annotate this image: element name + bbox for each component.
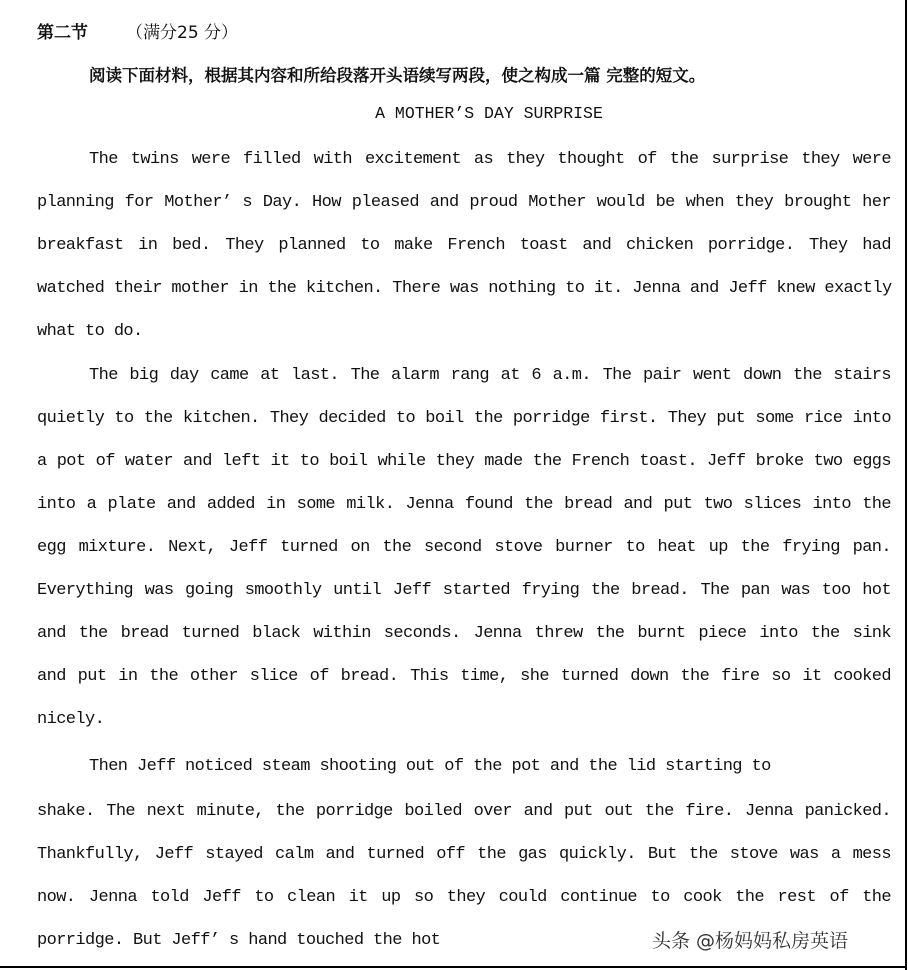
section-score: （满分25 分） bbox=[126, 23, 239, 43]
story-line: Then Jeff noticed steam shooting out of the pot and the lid starting to bbox=[89, 757, 771, 776]
story-line: nicely. bbox=[37, 710, 105, 729]
story-line: The twins were filled with excitement as they thought of the surprise they were bbox=[89, 150, 891, 169]
story-line: a pot of water and left it to boil while they made the French toast. Jeff broke two eggs bbox=[37, 452, 891, 471]
story-line: and put in the other slice of bread. This time, she turned down the fire so it cooked bbox=[37, 667, 891, 686]
story-line: into a plate and added in some milk. Jenna found the bread and put two slices into the bbox=[37, 495, 891, 514]
story-line: planning for Mother’ s Day. How pleased and proud Mother would be when they brought her bbox=[37, 193, 891, 212]
story-title: A MOTHER’S DAY SURPRISE bbox=[375, 104, 603, 123]
story-line: what to do. bbox=[37, 322, 143, 341]
page-right-border bbox=[905, 0, 907, 970]
story-line: now. Jenna told Jeff to clean it up so they could continue to cook the rest of the bbox=[37, 888, 891, 907]
story-line: quietly to the kitchen. They decided to boil the porridge first. They put some rice into bbox=[37, 409, 891, 428]
story-line: watched their mother in the kitchen. There was nothing to it. Jenna and Jeff knew exactly bbox=[37, 279, 892, 298]
story-line: porridge. But Jeff’ s hand touched the hot bbox=[37, 931, 441, 950]
story-line: The big day came at last. The alarm rang at 6 a.m. The pair went down the stairs bbox=[89, 366, 891, 385]
story-line: breakfast in bed. They planned to make French toast and chicken porridge. They had bbox=[37, 236, 891, 255]
story-line: egg mixture. Next, Jeff turned on the second stove burner to heat up the frying pan. bbox=[37, 538, 891, 557]
task-instruction: 阅读下面材料，根据其内容和所给段落开头语续写两段，使之构成一篇 完整的短文。 bbox=[89, 66, 706, 85]
story-line: Everything was going smoothly until Jeff started frying the bread. The pan was too hot bbox=[37, 581, 891, 600]
page-bottom-border bbox=[0, 966, 907, 968]
watermark: 头条 @杨妈妈私房英语 bbox=[652, 930, 849, 952]
section-number: 第二节 bbox=[37, 23, 88, 43]
section-heading bbox=[37, 18, 238, 43]
story-line: shake. The next minute, the porridge boiled over and put out the fire. Jenna panicked. bbox=[37, 802, 891, 821]
story-line: Thankfully, Jeff stayed calm and turned off the gas quickly. But the stove was a mess bbox=[37, 845, 891, 864]
story-line: and the bread turned black within seconds. Jenna threw the burnt piece into the sink bbox=[37, 624, 891, 643]
